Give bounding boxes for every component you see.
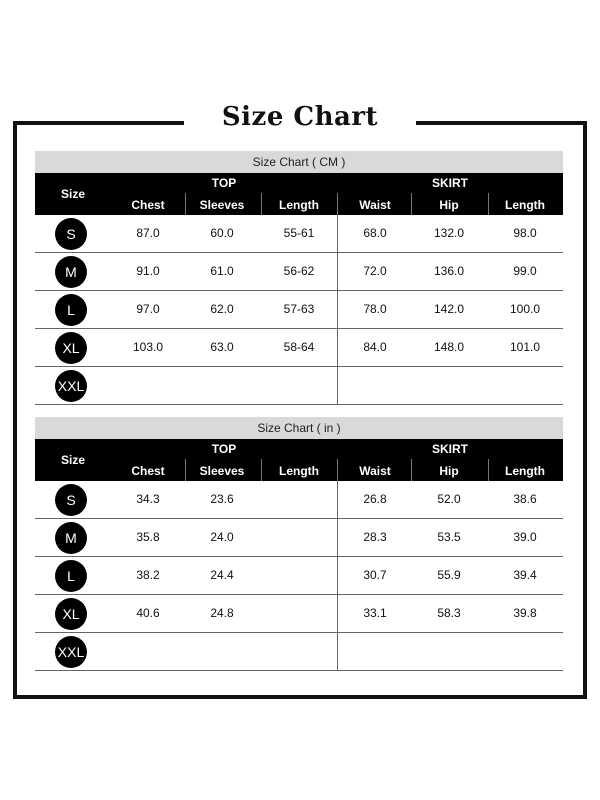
table-cell: 60.0 <box>210 226 234 240</box>
size-badge: L <box>55 294 87 326</box>
table-cell: 38.2 <box>136 568 160 582</box>
table-cell <box>260 481 338 518</box>
table-cell: 38.6 <box>513 492 537 506</box>
table-cell <box>185 633 259 670</box>
table-cell: 28.3 <box>363 530 387 544</box>
table-cell <box>111 367 185 404</box>
table-cell <box>487 633 563 670</box>
table-cell: 58.3 <box>437 606 461 620</box>
table-cell: 56-62 <box>283 264 315 278</box>
table-cell <box>185 367 259 404</box>
column-header: Length <box>279 464 319 478</box>
table-cell: 97.0 <box>136 302 160 316</box>
size-badge: S <box>55 218 87 250</box>
table-cell: 91.0 <box>136 264 160 278</box>
table-cell <box>111 633 185 670</box>
table-cell: 142.0 <box>433 302 465 316</box>
size-badge: S <box>55 484 87 516</box>
column-header: Waist <box>359 198 391 212</box>
table-cell: 53.5 <box>437 530 461 544</box>
table-row <box>35 633 563 671</box>
table-cell: 72.0 <box>363 264 387 278</box>
size-badge: M <box>55 256 87 288</box>
table-cell: 35.8 <box>136 530 160 544</box>
table-row <box>35 215 563 253</box>
column-header: Chest <box>131 198 165 212</box>
table-cell <box>260 367 338 404</box>
table-cell: 24.4 <box>210 568 234 582</box>
table-cell: 136.0 <box>433 264 465 278</box>
table-cell: 39.0 <box>513 530 537 544</box>
table-cell: 24.8 <box>210 606 234 620</box>
size-badge: XXL <box>55 636 87 668</box>
size-table-in <box>35 417 563 671</box>
size-table-cm <box>35 151 563 405</box>
table-row <box>35 291 563 329</box>
column-header: Hip <box>439 464 459 478</box>
top-group-header: TOP <box>211 442 237 456</box>
size-badge: L <box>55 560 87 592</box>
table-cell: 63.0 <box>210 340 234 354</box>
table-cell <box>411 633 487 670</box>
skirt-group-header: SKIRT <box>432 442 468 456</box>
table-cell: 132.0 <box>433 226 465 240</box>
column-header: Length <box>505 464 545 478</box>
size-badge: XL <box>55 332 87 364</box>
table-cell: 87.0 <box>136 226 160 240</box>
table-cell: 57-63 <box>283 302 315 316</box>
size-badge: XXL <box>55 370 87 402</box>
table-cell: 23.6 <box>210 492 234 506</box>
table-cell: 99.0 <box>513 264 537 278</box>
top-group-header: TOP <box>211 176 237 190</box>
column-header: Hip <box>439 198 459 212</box>
table-cell: 33.1 <box>363 606 387 620</box>
table-header <box>35 439 563 481</box>
table-cell <box>339 633 411 670</box>
table-cell: 68.0 <box>363 226 387 240</box>
page-title-wrap <box>0 100 600 134</box>
column-header: Length <box>505 198 545 212</box>
table-cell: 34.3 <box>136 492 160 506</box>
table-caption: Size Chart ( CM ) <box>35 151 563 173</box>
table-cell: 55.9 <box>437 568 461 582</box>
table-row <box>35 595 563 633</box>
table-cell: 55-61 <box>283 226 315 240</box>
column-header: Chest <box>131 464 165 478</box>
table-cell: 98.0 <box>513 226 537 240</box>
table-cell: 26.8 <box>363 492 387 506</box>
table-cell: 101.0 <box>509 340 541 354</box>
table-row <box>35 519 563 557</box>
table-cell <box>339 367 411 404</box>
page-title: Size Chart <box>184 100 416 134</box>
table-cell: 40.6 <box>136 606 160 620</box>
table-cell: 84.0 <box>363 340 387 354</box>
column-header: Waist <box>359 464 391 478</box>
table-cell: 100.0 <box>509 302 541 316</box>
table-cell <box>411 367 487 404</box>
skirt-group-header: SKIRT <box>432 176 468 190</box>
column-header: Sleeves <box>199 464 245 478</box>
size-badge: XL <box>55 598 87 630</box>
table-cell: 30.7 <box>363 568 387 582</box>
size-column-header: Size <box>60 453 85 467</box>
column-header: Sleeves <box>199 198 245 212</box>
table-cell: 148.0 <box>433 340 465 354</box>
table-row <box>35 253 563 291</box>
table-cell <box>487 367 563 404</box>
table-cell <box>260 633 338 670</box>
table-cell: 58-64 <box>283 340 315 354</box>
table-cell: 78.0 <box>363 302 387 316</box>
table-cell: 62.0 <box>210 302 234 316</box>
table-row <box>35 481 563 519</box>
table-row <box>35 557 563 595</box>
table-cell: 39.4 <box>513 568 537 582</box>
table-row <box>35 329 563 367</box>
table-header <box>35 173 563 215</box>
table-cell <box>260 519 338 556</box>
table-cell: 52.0 <box>437 492 461 506</box>
size-badge: M <box>55 522 87 554</box>
table-cell <box>260 595 338 632</box>
column-header: Length <box>279 198 319 212</box>
size-column-header: Size <box>60 187 85 201</box>
table-caption: Size Chart ( in ) <box>35 417 563 439</box>
table-cell: 61.0 <box>210 264 234 278</box>
table-cell: 24.0 <box>210 530 234 544</box>
table-cell <box>260 557 338 594</box>
table-cell: 39.8 <box>513 606 537 620</box>
table-row <box>35 367 563 405</box>
table-cell: 103.0 <box>132 340 164 354</box>
